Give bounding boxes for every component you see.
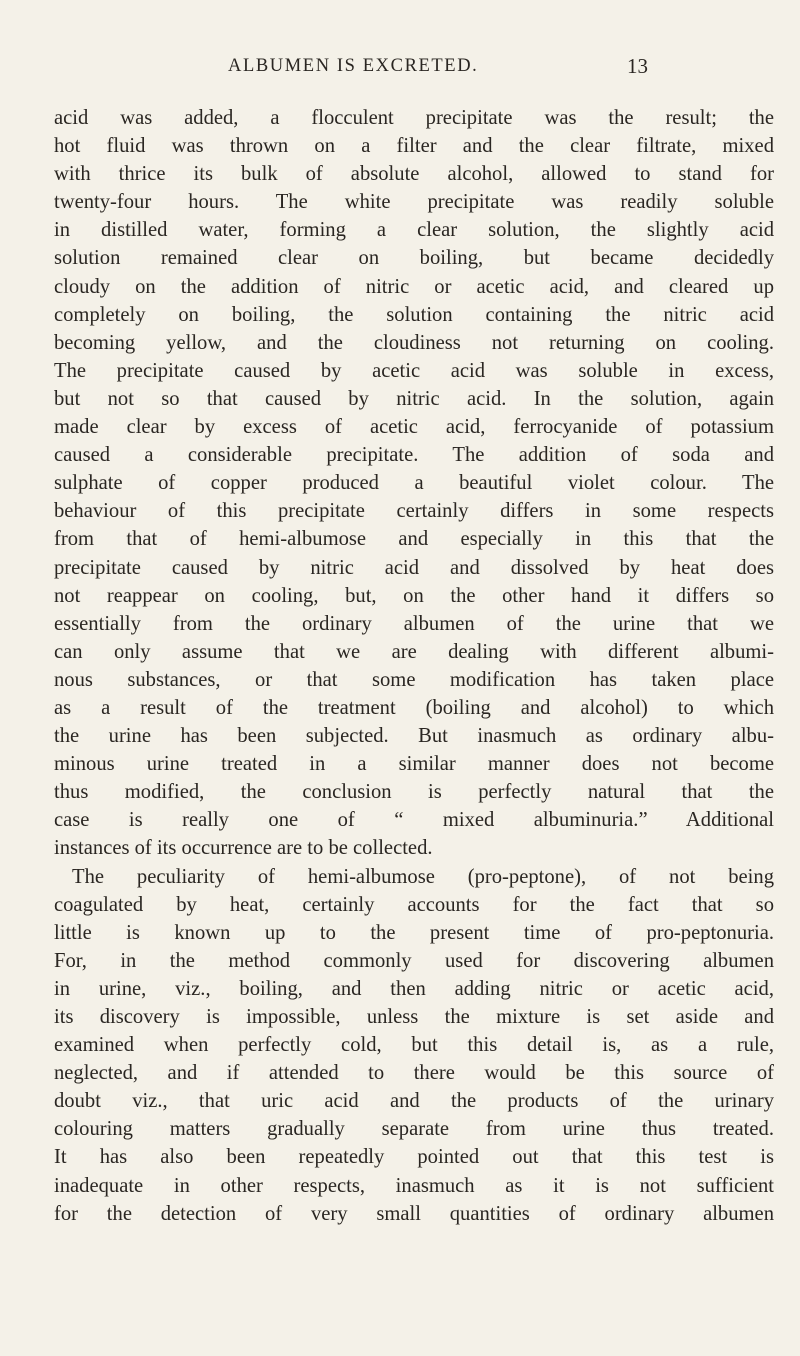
text-line: instances of its occurrence are to be collected. bbox=[54, 837, 433, 860]
text-line: For, in the method commonly used for discovering albumen bbox=[54, 949, 774, 972]
text-line: colouring matters gradually separate from urine thus treated. bbox=[54, 1118, 774, 1141]
text-line: caused a considerable precipitate. The addition of soda and bbox=[54, 444, 774, 467]
text-line: sulphate of copper produced a beautiful violet colour. The bbox=[54, 472, 774, 495]
text-line: examined when perfectly cold, but this detail is, as a rule, bbox=[54, 1034, 774, 1057]
text-line: the urine has been subjected. But inasmuch as ordinary albu- bbox=[54, 725, 774, 748]
text-line: in urine, viz., boiling, and then adding nitric or acetic acid, bbox=[54, 977, 774, 1000]
text-line: not reappear on cooling, but, on the other hand it differs so bbox=[54, 584, 774, 607]
text-line: The peculiarity of hemi-albumose (pro-peptone), of not being bbox=[72, 865, 774, 888]
text-line: made clear by excess of acetic acid, ferrocyanide of potassium bbox=[54, 416, 774, 439]
text-line: neglected, and if attended to there would be this source of bbox=[54, 1062, 774, 1085]
text-line: precipitate caused by nitric acid and dissolved by heat does bbox=[54, 556, 774, 579]
page-number: 13 bbox=[627, 54, 648, 78]
text-line: behaviour of this precipitate certainly differs in some respects bbox=[54, 500, 774, 523]
text-line: little is known up to the present time of pro-peptonuria. bbox=[54, 921, 774, 944]
text-line: twenty-four hours. The white precipitate was readily soluble bbox=[54, 191, 774, 214]
running-head bbox=[0, 56, 800, 86]
text-line: its discovery is impossible, unless the mixture is set aside and bbox=[54, 1006, 774, 1028]
text-line: for the detection of very small quantities of ordinary albumen bbox=[54, 1202, 774, 1225]
text-line: in distilled water, forming a clear solution, the slightly acid bbox=[54, 219, 774, 242]
text-line: as a result of the treatment (boiling and alcohol) to which bbox=[54, 696, 774, 719]
text-line: acid was added, a flocculent precipitate was the result; the bbox=[54, 107, 774, 129]
text-line: doubt viz., that uric acid and the products of the urinary bbox=[54, 1090, 774, 1113]
text-line: It has also been repeatedly pointed out that this test is bbox=[54, 1146, 774, 1169]
text-line: The precipitate caused by acetic acid was soluble in excess, bbox=[54, 359, 774, 382]
text-line: inadequate in other respects, inasmuch as it is not sufficient bbox=[54, 1174, 774, 1197]
text-line: essentially from the ordinary albumen of the urine that we bbox=[54, 612, 774, 635]
text-line: case is really one of “ mixed albuminuria.” Additional bbox=[54, 809, 774, 832]
text-line: cloudy on the addition of nitric or acetic acid, and cleared up bbox=[54, 275, 774, 298]
body-text bbox=[54, 104, 774, 1228]
running-title: ALBUMEN IS EXCRETED. bbox=[228, 56, 479, 76]
text-line: becoming yellow, and the cloudiness not returning on cooling. bbox=[54, 331, 774, 354]
text-line: can only assume that we are dealing with different albumi- bbox=[54, 640, 774, 663]
text-line: but not so that caused by nitric acid. In the solution, again bbox=[54, 387, 774, 410]
text-line: nous substances, or that some modification has taken place bbox=[54, 668, 774, 691]
text-line: coagulated by heat, certainly accounts for the fact that so bbox=[54, 893, 774, 916]
text-line: completely on boiling, the solution containing the nitric acid bbox=[54, 303, 774, 326]
text-line: thus modified, the conclusion is perfectly natural that the bbox=[54, 781, 774, 804]
text-line: minous urine treated in a similar manner does not become bbox=[54, 753, 774, 776]
text-line: from that of hemi-albumose and especially in this that the bbox=[54, 528, 774, 551]
text-line: with thrice its bulk of absolute alcohol, allowed to stand for bbox=[54, 163, 774, 186]
text-line: solution remained clear on boiling, but became decidedly bbox=[54, 247, 774, 270]
text-line: hot fluid was thrown on a filter and the clear filtrate, mixed bbox=[54, 135, 774, 158]
